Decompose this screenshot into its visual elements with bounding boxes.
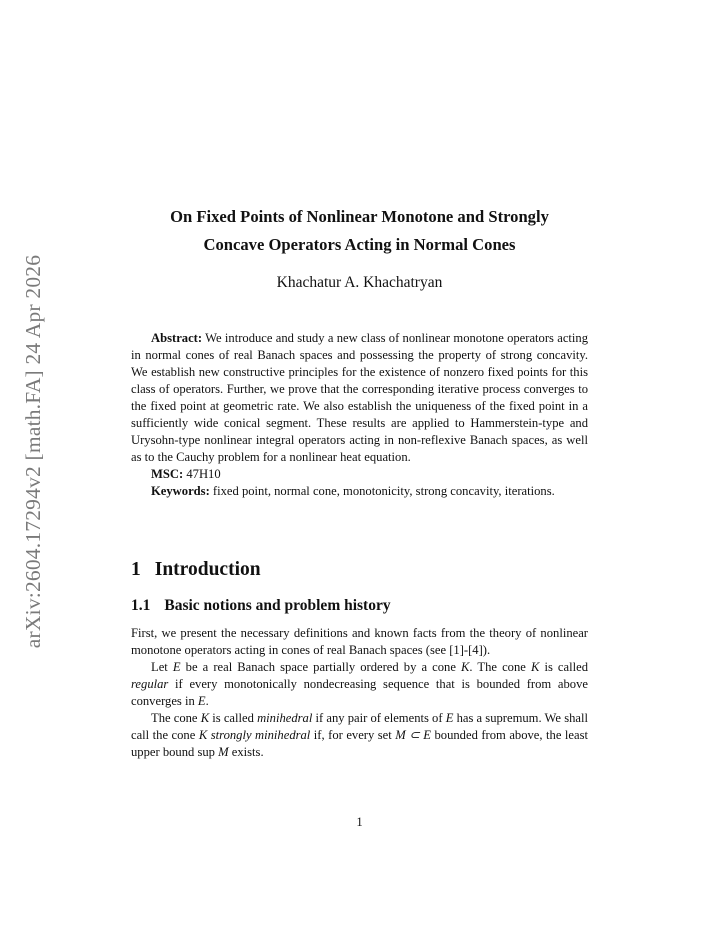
- title-line-2: Concave Operators Acting in Normal Cones: [203, 235, 516, 254]
- body-paragraph-3: [131, 710, 588, 761]
- text-run: exists.: [228, 745, 264, 759]
- arxiv-identifier: arXiv:2604.17294v2 [math.FA] 24 Apr 2026: [21, 254, 46, 648]
- subsection-heading: [131, 597, 391, 615]
- paper-title: [131, 203, 588, 259]
- math-symbol: M: [218, 745, 229, 759]
- defined-term: minihedral: [257, 711, 313, 725]
- page-number: 1: [356, 815, 363, 829]
- text-run: is called: [539, 660, 588, 674]
- defined-term: strongly minihedral: [210, 728, 311, 742]
- section-title: Introduction: [154, 559, 261, 580]
- title-line-1: On Fixed Points of Nonlinear Monotone and Strongly: [170, 207, 549, 226]
- text-run: The cone: [151, 711, 201, 725]
- section-heading-introduction: [131, 559, 261, 581]
- subsection-title: Basic notions and problem history: [164, 597, 391, 614]
- msc-value: 47H10: [186, 467, 221, 481]
- body-text: [131, 625, 588, 761]
- text-run: be a real Banach space partially ordered by a cone: [180, 660, 461, 674]
- text-run: if, for every set: [310, 728, 396, 742]
- text-run: is called: [209, 711, 258, 725]
- abstract-paragraph: [131, 330, 588, 466]
- body-paragraph-1: First, we present the necessary definitions and known facts from the theory of nonlinear monotone operators acting in cones of real Banach spaces (see [1]-[4]).: [131, 626, 588, 657]
- abstract-label: Abstract:: [151, 331, 203, 345]
- msc-label: MSC:: [151, 467, 184, 481]
- body-paragraph-2: [131, 659, 588, 710]
- text-run: if any pair of elements of: [312, 711, 446, 725]
- text-run: bounded from above, the least upper bound sup: [131, 728, 588, 759]
- math-symbol: E: [445, 711, 454, 725]
- math-expression: M ⊂ E: [395, 728, 431, 742]
- msc-line: [131, 466, 588, 483]
- math-symbol: K: [461, 660, 470, 674]
- math-symbol: K: [530, 660, 540, 674]
- math-symbol: K: [198, 728, 208, 742]
- text-run: . The cone: [469, 660, 531, 674]
- text-run: .: [205, 694, 209, 708]
- text-run: Let: [151, 660, 173, 674]
- abstract-text: We introduce and study a new class of nonlinear monotone operators acting in normal cones of real Banach spaces and possessing the property of strong concavity. We establish new constructive principles for the existence of nonzero fixed points for this class of operators. Further, we prove that the corresponding iterative process converges to the fixed point at geometric rate. We also establish the uniqueness of the fixed point in a sufficiently wide conical segment. These results are applied to Hammerstein-type and Urysohn-type nonlinear integral operators acting in non-reflexive Banach spaces, as well as to the Cauchy problem for a nonlinear heat equation.: [131, 331, 589, 464]
- math-symbol: E: [172, 660, 181, 674]
- keywords-label: Keywords:: [151, 484, 210, 498]
- abstract: [131, 330, 588, 500]
- section-number: 1: [131, 559, 141, 580]
- arxiv-sidebar: [18, 246, 50, 656]
- text-run: has a supremum. We shall call the cone: [131, 711, 588, 742]
- text-run: if every monotonically nondecreasing sequence that is bounded from above converges in: [131, 677, 588, 708]
- defined-term: regular: [131, 677, 169, 691]
- keywords-value: fixed point, normal cone, monotonicity, strong concavity, iterations.: [212, 484, 555, 498]
- math-symbol: K: [200, 711, 210, 725]
- keywords-line: [131, 483, 588, 500]
- author: Khachatur A. Khachatryan: [276, 274, 443, 291]
- subsection-number: 1.1: [131, 597, 151, 614]
- math-symbol: E: [197, 694, 206, 708]
